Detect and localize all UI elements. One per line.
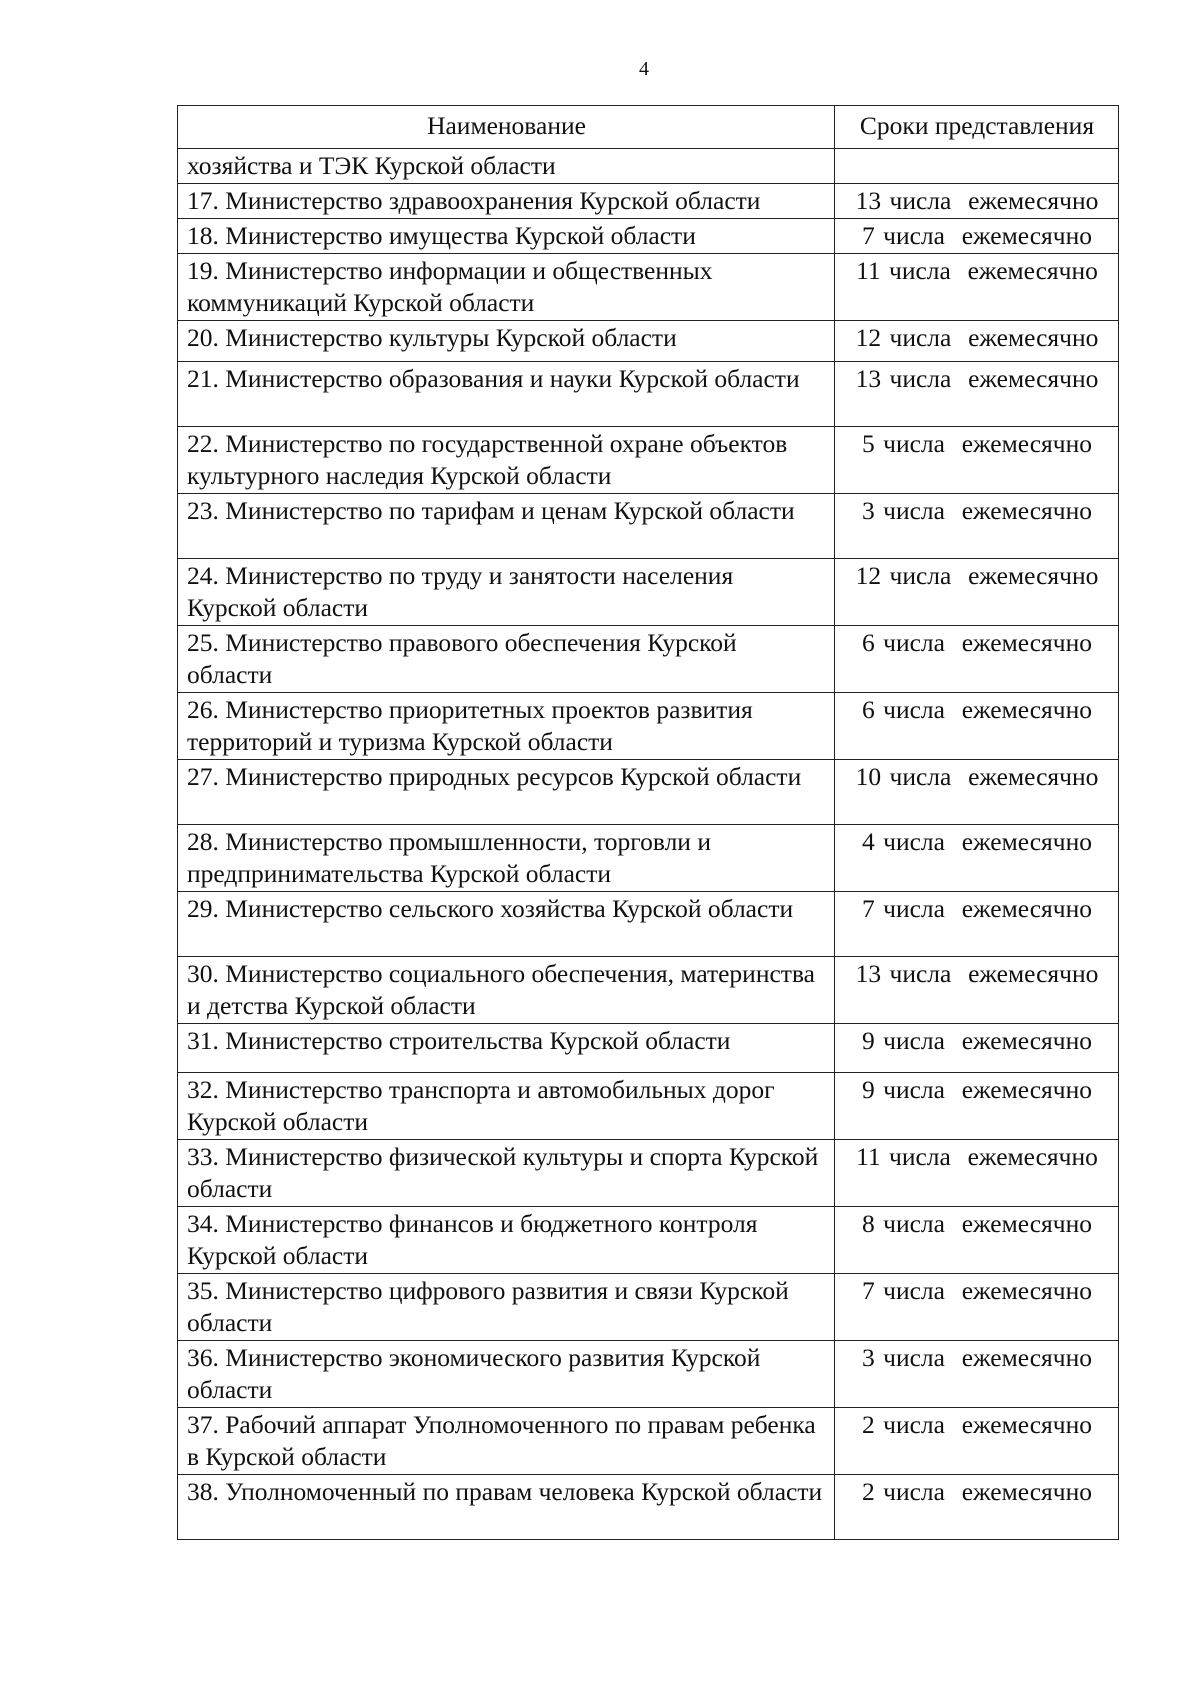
row-name: 25. Министерство правового обеспечения Курской области <box>178 626 835 693</box>
row-name: 33. Министерство физической культуры и спорта Курской области <box>178 1140 835 1207</box>
row-term: 3 числа ежемесячно <box>835 494 1119 559</box>
table-row <box>178 892 1119 957</box>
row-term: 10 числа ежемесячно <box>835 760 1119 825</box>
row-name: 29. Министерство сельского хозяйства Курской области <box>178 892 835 957</box>
row-name: 28. Министерство промышленности, торговли и предпринимательства Курской области <box>178 825 835 892</box>
row-term: 11 числа ежемесячно <box>835 254 1119 321</box>
table-row <box>178 219 1119 254</box>
table-row <box>178 1073 1119 1140</box>
row-name: 32. Министерство транспорта и автомобильных дорог Курской области <box>178 1073 835 1140</box>
row-name: 38. Уполномоченный по правам человека Курской области <box>178 1475 835 1540</box>
table-row <box>178 1274 1119 1341</box>
table-row <box>178 1024 1119 1073</box>
table-row <box>178 321 1119 362</box>
header-name: Наименование <box>178 106 835 149</box>
table-header-row <box>178 106 1119 149</box>
row-term: 6 числа ежемесячно <box>835 693 1119 760</box>
table-row <box>178 693 1119 760</box>
row-name: 27. Министерство природных ресурсов Курской области <box>178 760 835 825</box>
row-name: 31. Министерство строительства Курской области <box>178 1024 835 1073</box>
table-row <box>178 825 1119 892</box>
row-name: 17. Министерство здравоохранения Курской области <box>178 184 835 219</box>
row-term: 3 числа ежемесячно <box>835 1341 1119 1408</box>
table-row <box>178 559 1119 626</box>
table-row <box>178 957 1119 1024</box>
row-name: 21. Министерство образования и науки Курской области <box>178 362 835 427</box>
row-term: 8 числа ежемесячно <box>835 1207 1119 1274</box>
row-term: 12 числа ежемесячно <box>835 321 1119 362</box>
row-term: 7 числа ежемесячно <box>835 219 1119 254</box>
row-name: хозяйства и ТЭК Курской области <box>178 149 835 184</box>
row-term: 13 числа ежемесячно <box>835 184 1119 219</box>
row-term: 4 числа ежемесячно <box>835 825 1119 892</box>
row-name: 36. Министерство экономического развития Курской области <box>178 1341 835 1408</box>
row-term: 2 числа ежемесячно <box>835 1475 1119 1540</box>
row-name: 23. Министерство по тарифам и ценам Курской области <box>178 494 835 559</box>
row-term: 7 числа ежемесячно <box>835 892 1119 957</box>
row-term: 5 числа ежемесячно <box>835 427 1119 494</box>
table-row <box>178 760 1119 825</box>
reporting-schedule-table <box>177 105 1119 1540</box>
page-number: 4 <box>639 58 649 80</box>
row-term: 6 числа ежемесячно <box>835 626 1119 693</box>
row-name: 24. Министерство по труду и занятости населения Курской области <box>178 559 835 626</box>
row-term: 7 числа ежемесячно <box>835 1274 1119 1341</box>
row-term <box>835 149 1119 184</box>
table-row <box>178 1475 1119 1540</box>
row-term: 13 числа ежемесячно <box>835 362 1119 427</box>
row-name: 18. Министерство имущества Курской области <box>178 219 835 254</box>
row-term: 11 числа ежемесячно <box>835 1140 1119 1207</box>
table-row <box>178 1341 1119 1408</box>
table-row <box>178 149 1119 184</box>
table-row <box>178 184 1119 219</box>
row-term: 9 числа ежемесячно <box>835 1073 1119 1140</box>
row-term: 9 числа ежемесячно <box>835 1024 1119 1073</box>
row-name: 35. Министерство цифрового развития и связи Курской области <box>178 1274 835 1341</box>
row-term: 12 числа ежемесячно <box>835 559 1119 626</box>
row-name: 34. Министерство финансов и бюджетного контроля Курской области <box>178 1207 835 1274</box>
row-name: 19. Министерство информации и общественных коммуникаций Курской области <box>178 254 835 321</box>
table-row <box>178 427 1119 494</box>
row-term: 2 числа ежемесячно <box>835 1408 1119 1475</box>
table-row <box>178 626 1119 693</box>
table-row <box>178 362 1119 427</box>
table-row <box>178 1140 1119 1207</box>
row-name: 20. Министерство культуры Курской области <box>178 321 835 362</box>
table-row <box>178 1207 1119 1274</box>
row-name: 30. Министерство социального обеспечения, материнства и детства Курской области <box>178 957 835 1024</box>
table-row <box>178 254 1119 321</box>
table-row <box>178 494 1119 559</box>
header-term: Сроки представления <box>835 106 1119 149</box>
row-name: 26. Министерство приоритетных проектов развития территорий и туризма Курской области <box>178 693 835 760</box>
row-name: 37. Рабочий аппарат Уполномоченного по правам ребенка в Курской области <box>178 1408 835 1475</box>
row-name: 22. Министерство по государственной охране объектов культурного наследия Курской области <box>178 427 835 494</box>
row-term: 13 числа ежемесячно <box>835 957 1119 1024</box>
table-row <box>178 1408 1119 1475</box>
